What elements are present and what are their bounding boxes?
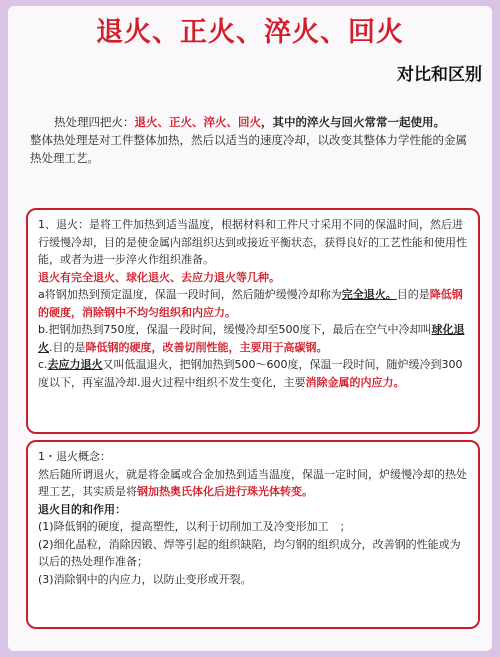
- full-annealing-text: a将钢加热到预定温度，保温一段时间，然后随炉缓慢冷却称为: [38, 288, 342, 301]
- spheroidize-annealing-item: [38, 321, 468, 356]
- concept-paragraph: [38, 466, 468, 501]
- concept-text: 然后随所谓退火，就是将金属或合金加热到适当温度，保温一定时间，炉缓慢冷却的热处理工艺，其实质是将: [38, 467, 467, 498]
- intro-prefix: 热处理四把火：: [54, 115, 135, 129]
- intro-highlight: 退火、正火、淬火、回火: [134, 115, 261, 129]
- concept-essence: 钢加热奥氏体化后进行珠光体转变。: [137, 485, 313, 498]
- stress-relief-purpose: 消除金属的内应力。: [305, 375, 405, 389]
- intro-line-2: 整体热处理是对工件整体加热，然后以适当的速度冷却，以改变其整体力学性能的金属热处理工艺。: [30, 133, 467, 165]
- intro-suffix: ，其中的淬火与回火常常一起使用。: [261, 115, 445, 129]
- full-annealing-term: 完全退火。: [341, 288, 397, 301]
- purpose-item-1: (1)降低钢的硬度，提高塑性，以利于切削加工及冷变形加工 ；: [38, 520, 351, 533]
- annealing-definition: 1、退火：是将工件加热到适当温度，根据材料和工件尺寸采用不同的保温时间，然后进行缓慢冷却，目的是使金属内部组织达到或接近平衡状态，获得良好的工艺性能和使用性能，或者为进一步淬火作组织准备。: [38, 218, 467, 266]
- full-annealing-item: [38, 286, 468, 321]
- intro-section: [30, 113, 478, 167]
- spheroidize-term: 球化退火: [38, 323, 465, 354]
- annealing-types-box: [26, 208, 480, 434]
- stress-relief-prefix: c.: [38, 358, 48, 371]
- spheroidize-purpose-label: .目的是: [49, 340, 86, 354]
- intro-line-1: [30, 113, 478, 131]
- annealing-types-line: 退火有完全退火、球化退火、去应力退火等几种。: [38, 270, 280, 284]
- purpose-item-2: (2)细化晶粒，消除因锻、焊等引起的组织缺陷，均匀钢的组织成分，改善钢的性能或为以后的热处理作准备；: [38, 537, 461, 568]
- annealing-concept-box: [26, 440, 480, 629]
- full-annealing-purpose: 降低钢的硬度，消除钢中不均匀组织和内应力。: [38, 288, 463, 319]
- spheroidize-purpose: 降低钢的硬度，改善切削性能，主要用于高碳钢。: [85, 340, 328, 354]
- purpose-heading: 退火目的和作用：: [38, 502, 126, 516]
- full-annealing-purpose-label: 目的是: [396, 288, 430, 301]
- stress-relief-text: 又叫低温退火，把钢加热到500～600度，保温一段时间，随炉缓冷到300度以下，再室温冷却.退火过程中组织不发生变化，主要: [38, 358, 463, 389]
- stress-relief-term: 去应力退火: [47, 358, 103, 371]
- concept-heading: 1・退火概念：: [38, 450, 111, 463]
- page-subtitle: 对比和区别: [397, 65, 482, 85]
- purpose-item-3: (3)消除钢中的内应力，以防止变形或开裂。: [38, 572, 252, 586]
- stress-relief-annealing-item: [38, 356, 468, 391]
- page-title: 退火、正火、淬火、回火: [96, 17, 404, 48]
- spheroidize-text: b.把钢加热到750度，保温一段时间，缓慢冷却至500度下，最后在空气中冷却叫: [38, 323, 432, 336]
